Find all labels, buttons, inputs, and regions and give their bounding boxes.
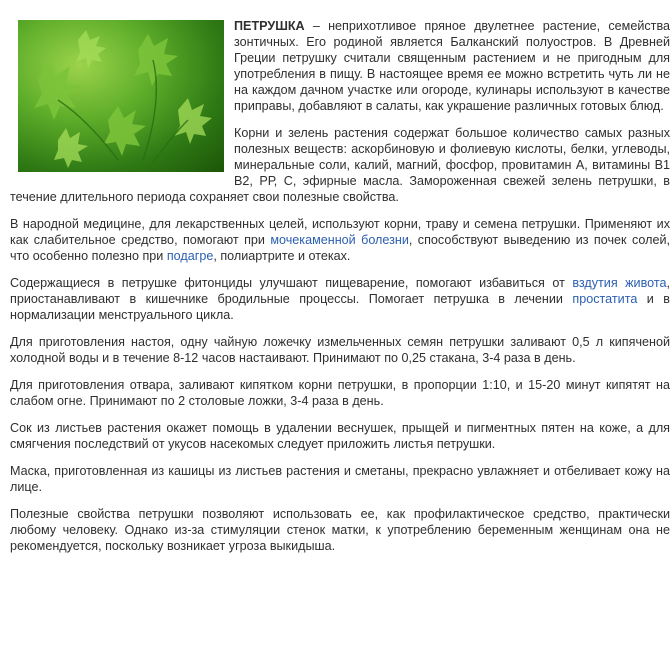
link-gout[interactable]: подагре bbox=[166, 249, 214, 263]
paragraph-composition: Корни и зелень растения содержат большое количество самых разных полезных веществ: аскорбиновую и фолиевую кислоты, белки, углеводы, минеральные соли, калий, магний, фосфор, провитамин А, витамины В1 В2, РР, С, эфирные масла. Замороженная свежей зелень петрушки, в течение длительного периода сохраняет свои полезные свойства. bbox=[10, 126, 670, 204]
text-fragment: и в нормализации менструального цикла. bbox=[10, 292, 670, 322]
parsley-photo bbox=[18, 20, 224, 172]
text-fragment: , полиартрите и отеках. bbox=[213, 249, 351, 263]
link-urolithiasis[interactable]: мочекаменной болезни bbox=[270, 233, 409, 247]
paragraph-mask: Маска, приготовленная из кашицы из листьев растения и сметаны, прекрасно увлажняет и отбеливает кожу на лице. bbox=[10, 464, 670, 494]
intro-text: – неприхотливое пряное двулетнее растение, семейства зонтичных. Его родиной является Балканский полуостров. В Древней Греции петрушку считали священным растением и не пригодным для употребления в пищу. В настоящее время ее можно встретить чуть ли не на каждом дачном участке или огороде, кулинары используют в качестве приправы, добавляют в салаты, как украшение различных готовых блюд. bbox=[234, 19, 670, 113]
parsley-leaves-image bbox=[18, 20, 224, 172]
paragraph-decoction: Для приготовления отвара, заливают кипятком корни петрушки, в пропорции 1:10, и 15-20 минут кипятят на слабом огне. Принимают по 2 столовые ложки, 3-4 раза в день. bbox=[10, 378, 670, 408]
paragraph-infusion: Для приготовления настоя, одну чайную ложечку измельченных семян петрушки заливают 0,5 л кипяченой холодной воды и в течение 8-12 часов настаивают. Принимают по 0,25 стакана, 3-4 раза в день. bbox=[10, 335, 670, 365]
paragraph-juice: Сок из листьев растения окажет помощь в удалении веснушек, прыщей и пигментных пятен на коже, а для смягчения последствий от укусов насекомых следует приложить листья петрушки. bbox=[10, 421, 670, 451]
paragraph-folk-medicine bbox=[10, 216, 670, 264]
article-title: ПЕТРУШКА bbox=[234, 19, 305, 33]
link-prostatitis[interactable]: простатита bbox=[572, 292, 638, 306]
text-fragment: , приостанавливают в кишечнике бродильные процессы. Помогает петрушка в лечении bbox=[10, 276, 670, 306]
paragraph-phytoncides bbox=[10, 275, 670, 323]
article bbox=[10, 0, 670, 554]
text-fragment: В народной медицине, для лекарственных целей, используют корни, траву и семена петрушки. Применяют их как слабительное средство, помогают при bbox=[10, 217, 670, 247]
link-bloating[interactable]: вздутия живота bbox=[572, 276, 667, 290]
text-fragment: Содержащиеся в петрушке фитонциды улучшают пищеварение, помогают избавиться от bbox=[10, 276, 573, 290]
paragraph-warning: Полезные свойства петрушки позволяют использовать ее, как профилактическое средство, практически любому человеку. Однако из-за стимуляции стенок матки, к употреблению беременным женщинам она не рекомендуется, поскольку возникает угроза выкидыша. bbox=[10, 507, 670, 553]
text-fragment: , способствуют выведению из почек солей, что особенно полезно при bbox=[10, 233, 670, 263]
